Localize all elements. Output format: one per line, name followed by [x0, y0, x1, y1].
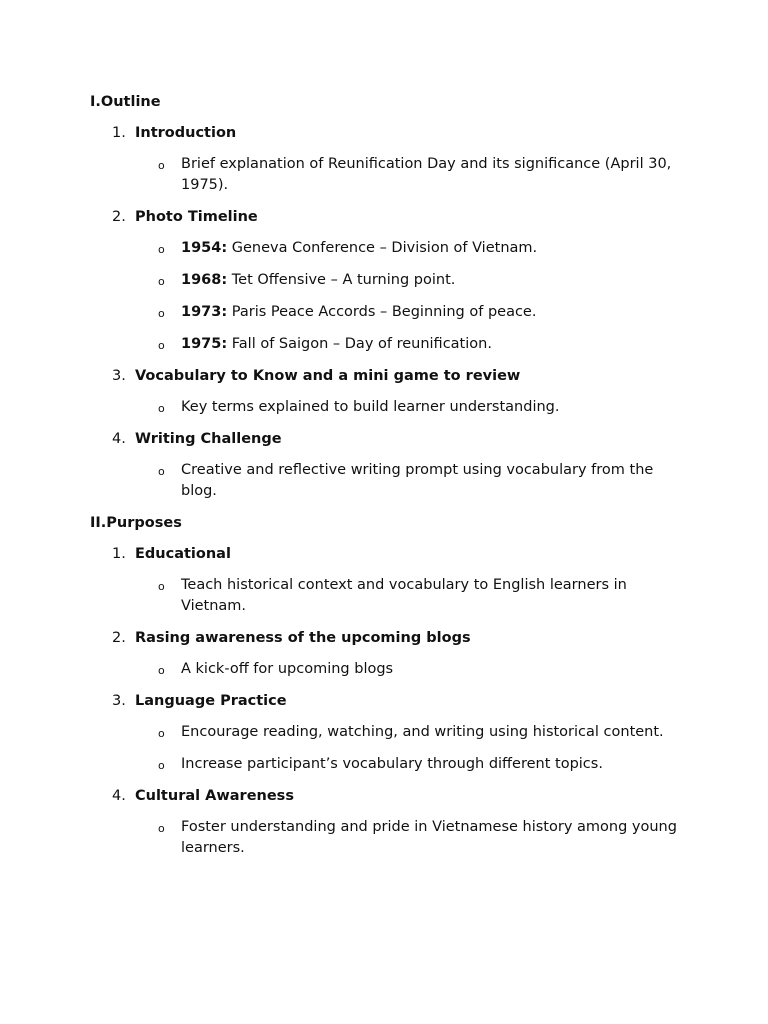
- timeline-entry-1975: [90, 334, 680, 355]
- document-page: [90, 92, 680, 859]
- item-number: 2.: [112, 209, 126, 225]
- circle-bullet-icon: o: [158, 307, 165, 320]
- sub-item: [90, 575, 680, 617]
- item-title: Rasing awareness of the upcoming blogs: [135, 630, 471, 646]
- item-number: 2.: [112, 630, 126, 646]
- purpose-item-educational: [90, 544, 680, 564]
- circle-bullet-icon: o: [158, 402, 165, 415]
- sub-item-text: A kick-off for upcoming blogs: [181, 661, 394, 677]
- sub-item-text: Creative and reflective writing prompt using vocabulary from the blog.: [181, 462, 654, 499]
- item-title: Writing Challenge: [135, 431, 282, 447]
- timeline-entry-1973: [90, 302, 680, 323]
- sub-item: [90, 722, 680, 743]
- item-number: 4.: [112, 788, 126, 804]
- circle-bullet-icon: o: [158, 727, 165, 740]
- sub-item: [90, 754, 680, 775]
- timeline-text: Tet Offensive – A turning point.: [227, 272, 456, 288]
- sub-item: [90, 817, 680, 859]
- timeline-year: 1954:: [181, 240, 228, 256]
- circle-bullet-icon: o: [158, 339, 165, 352]
- sub-item: [90, 154, 680, 196]
- circle-bullet-icon: o: [158, 822, 165, 835]
- outline-item-writing-challenge: [90, 429, 680, 449]
- item-number: 1.: [112, 546, 126, 562]
- sub-item: [90, 659, 680, 680]
- sub-item-text: Foster understanding and pride in Vietnamese history among young learners.: [181, 819, 677, 856]
- item-number: 1.: [112, 125, 126, 141]
- item-title: Vocabulary to Know and a mini game to review: [135, 368, 521, 384]
- sub-item-text: Brief explanation of Reunification Day and its significance (April 30, 1975).: [181, 156, 672, 193]
- timeline-text: Paris Peace Accords – Beginning of peace.: [227, 304, 537, 320]
- item-title: Photo Timeline: [135, 209, 258, 225]
- timeline-year: 1975:: [181, 336, 228, 352]
- circle-bullet-icon: o: [158, 159, 165, 172]
- timeline-entry-1954: [90, 238, 680, 259]
- item-number: 3.: [112, 693, 126, 709]
- sub-item-text: Encourage reading, watching, and writing using historical content.: [181, 724, 664, 740]
- circle-bullet-icon: o: [158, 465, 165, 478]
- sub-item-text: Teach historical context and vocabulary to English learners in Vietnam.: [181, 577, 627, 614]
- section-heading-purposes: II.Purposes: [90, 515, 182, 531]
- timeline-year: 1973:: [181, 304, 228, 320]
- circle-bullet-icon: o: [158, 664, 165, 677]
- purpose-item-cultural-awareness: [90, 786, 680, 806]
- circle-bullet-icon: o: [158, 580, 165, 593]
- sub-item-text: Increase participant’s vocabulary through different topics.: [181, 756, 603, 772]
- item-title: Introduction: [135, 125, 237, 141]
- item-number: 4.: [112, 431, 126, 447]
- section-spacer: [90, 502, 680, 513]
- timeline-year: 1968:: [181, 272, 228, 288]
- purpose-item-awareness-blogs: [90, 628, 680, 648]
- section-heading-outline: I.Outline: [90, 94, 161, 110]
- outline-item-introduction: [90, 123, 680, 143]
- item-title: Educational: [135, 546, 231, 562]
- circle-bullet-icon: o: [158, 759, 165, 772]
- item-title: Language Practice: [135, 693, 287, 709]
- sub-item: [90, 460, 680, 502]
- item-number: 3.: [112, 368, 126, 384]
- circle-bullet-icon: o: [158, 275, 165, 288]
- circle-bullet-icon: o: [158, 243, 165, 256]
- outline-item-photo-timeline: [90, 207, 680, 227]
- timeline-text: Fall of Saigon – Day of reunification.: [227, 336, 492, 352]
- sub-item: [90, 397, 680, 418]
- timeline-text: Geneva Conference – Division of Vietnam.: [227, 240, 538, 256]
- item-title: Cultural Awareness: [135, 788, 294, 804]
- outline-item-vocabulary: [90, 366, 680, 386]
- sub-item-text: Key terms explained to build learner understanding.: [181, 399, 560, 415]
- timeline-entry-1968: [90, 270, 680, 291]
- purpose-item-language-practice: [90, 691, 680, 711]
